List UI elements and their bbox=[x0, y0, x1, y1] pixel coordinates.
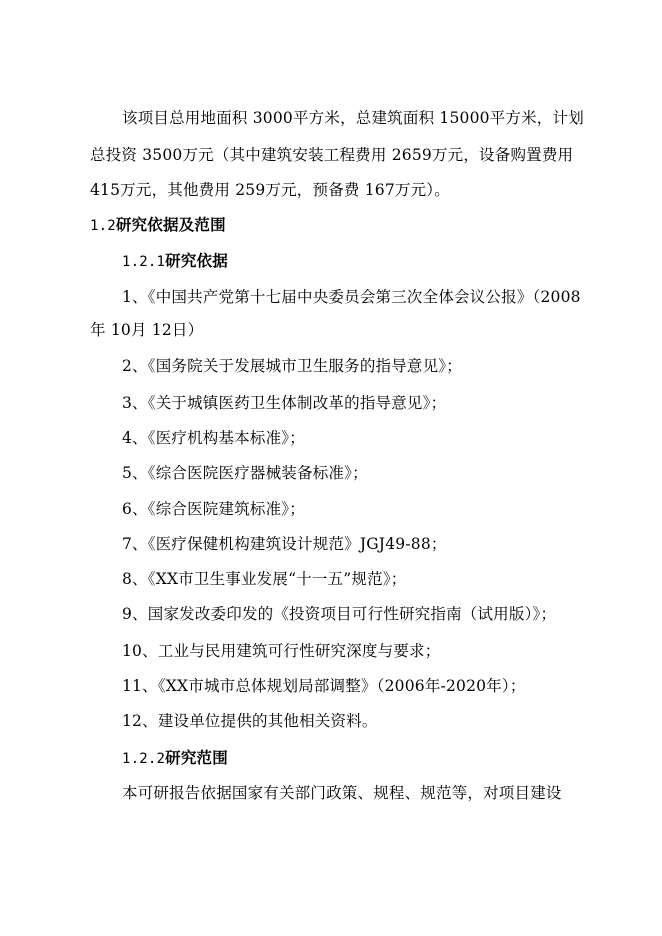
basis-item-1-line-2: 年 10月 12日） bbox=[90, 321, 204, 339]
basis-item-2: 2、《国务院关于发展城市卫生服务的指导意见》； bbox=[122, 357, 462, 375]
section-heading-1-2-2 bbox=[122, 748, 228, 769]
basis-item-11: 11、《XX市城市总体规划局部调整》（2006年-2020年）； bbox=[122, 677, 526, 695]
basis-item-8: 8、《XX市卫生事业发展“十一五”规范》； bbox=[122, 570, 407, 588]
paragraph-project-summary-line-1: 该项目总用地面积 3000平方米，总建筑面积 15000平方米，计划 bbox=[122, 109, 584, 127]
section-title: 研究范围 bbox=[165, 749, 228, 767]
basis-item-6: 6、《综合医院建筑标准》； bbox=[122, 500, 305, 518]
basis-item-12: 12、建设单位提供的其他相关资料。 bbox=[122, 712, 378, 730]
basis-item-3: 3、《关于城镇医药卫生体制改革的指导意见》； bbox=[122, 394, 447, 412]
basis-item-7: 7、《医疗保健机构建筑设计规范》JGJ49-88； bbox=[122, 535, 447, 553]
section-number: 1.2.1 bbox=[122, 254, 166, 270]
section-number: 1.2.2 bbox=[122, 751, 166, 767]
basis-item-10: 10、工业与民用建筑可行性研究深度与要求； bbox=[122, 642, 441, 660]
section-heading-1-2-1 bbox=[122, 251, 228, 272]
basis-item-5: 5、《综合医院医疗器械装备标准》； bbox=[122, 464, 368, 482]
paragraph-project-summary-line-2: 总投资 3500万元（其中建筑安装工程费用 2659万元，设备购置费用 bbox=[90, 146, 574, 164]
paragraph-project-summary-line-3: 415万元，其他费用 259万元，预备费 167万元）。 bbox=[90, 181, 450, 199]
section-heading-1-2 bbox=[90, 215, 226, 236]
section-number: 1.2 bbox=[90, 218, 116, 234]
basis-item-4: 4、《医疗机构基本标准》； bbox=[122, 429, 305, 447]
basis-item-1-line-1: 1、《中国共产党第十七届中央委员会第三次全体会议公报》（2008 bbox=[122, 288, 581, 306]
paragraph-scope-line-1: 本可研报告依据国家有关部门政策、规程、规范等，对项目建设 bbox=[122, 784, 562, 802]
basis-item-9: 9、国家发改委印发的《投资项目可行性研究指南（试用版）》； bbox=[122, 605, 557, 623]
section-title: 研究依据及范围 bbox=[115, 216, 226, 234]
section-title: 研究依据 bbox=[165, 252, 228, 270]
